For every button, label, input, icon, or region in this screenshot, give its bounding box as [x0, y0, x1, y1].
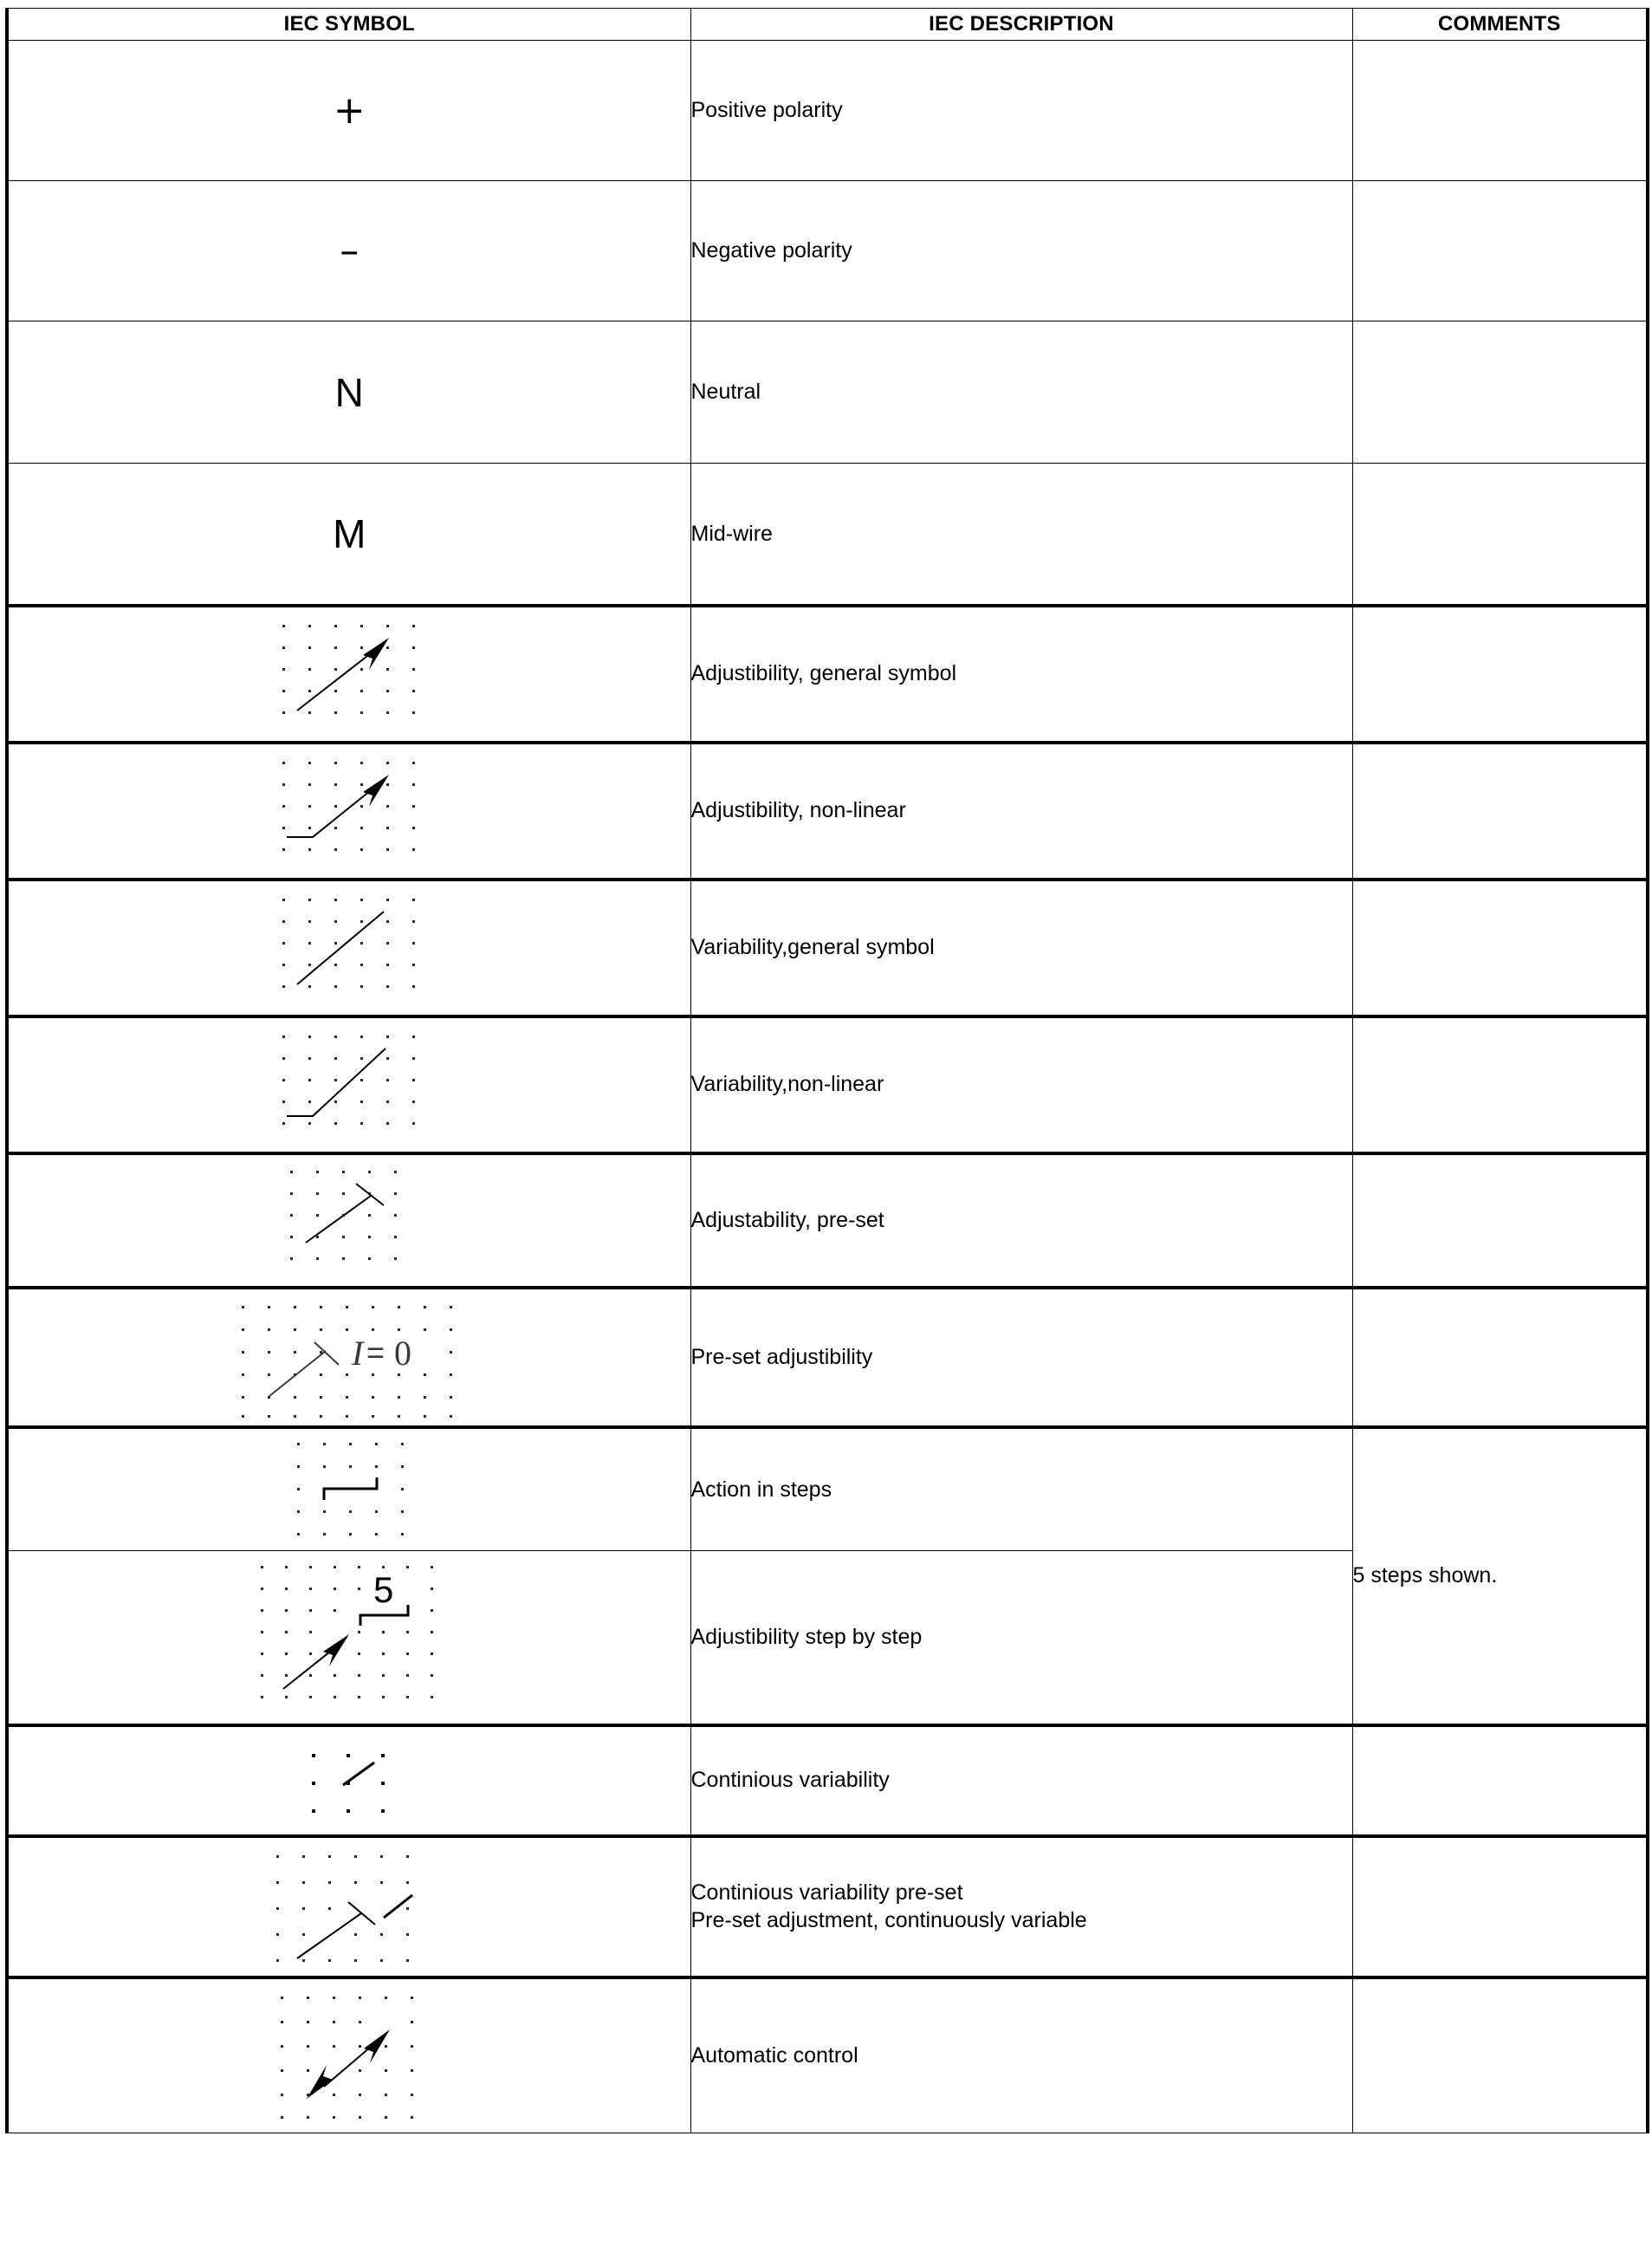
description-cell: Adjustability, pre-set — [690, 1153, 1352, 1288]
symbol-cell-variability-nonlinear — [7, 1016, 690, 1153]
symbol-cell-adjustability-general — [7, 606, 690, 743]
iec-symbols-table — [5, 8, 1649, 2133]
comments-cell — [1352, 464, 1648, 606]
description-cell: Adjustibility, general symbol — [690, 606, 1352, 743]
continuous-variability-preset-symbol — [262, 1841, 436, 1971]
table-row — [7, 1836, 1648, 1977]
description-line-2: Pre-set adjustment, continuously variable — [690, 1908, 1087, 1932]
adjustability-nonlinear-arrow-symbol — [271, 750, 427, 872]
description-cell: Pre-set adjustibility — [690, 1288, 1352, 1427]
symbol-cell-adjustability-nonlinear — [7, 743, 690, 880]
description-cell: Continious variability — [690, 1725, 1352, 1836]
table-row — [7, 743, 1648, 880]
description-cell: Mid-wire — [690, 464, 1352, 606]
description-cell: Neutral — [690, 321, 1352, 464]
symbol-cell-plus — [7, 41, 690, 181]
table-row — [7, 1288, 1648, 1427]
symbol-cell-preset-adjustability — [7, 1288, 690, 1427]
continuous-variability-symbol — [293, 1733, 405, 1828]
symbol-cell-neutral — [7, 321, 690, 464]
comments-cell — [1352, 1977, 1648, 2133]
description-cell: Variability,non-linear — [690, 1016, 1352, 1153]
table-row — [7, 1016, 1648, 1153]
svg-text:=: = — [366, 1334, 385, 1370]
minus-sign-symbol: – — [340, 228, 360, 273]
letter-m-symbol: M — [333, 510, 366, 556]
action-in-steps-symbol — [271, 1433, 427, 1546]
symbol-cell-automatic-control — [7, 1977, 690, 2133]
description-cell: Positive polarity — [690, 41, 1352, 181]
description-cell: Adjustibility, non-linear — [690, 743, 1352, 880]
variability-line-symbol — [271, 887, 427, 1009]
i-equals-zero-label: I — [352, 1334, 364, 1373]
table-row — [7, 1977, 1648, 2133]
table-header-row — [7, 9, 1648, 41]
description-cell — [690, 1836, 1352, 1977]
column-header-iec-symbol: IEC SYMBOL — [7, 9, 690, 41]
comments-cell — [1352, 1836, 1648, 1977]
description-cell: Adjustibility step by step — [690, 1551, 1352, 1725]
comments-cell-steps-shown: 5 steps shown. — [1352, 1427, 1648, 1725]
comments-cell — [1352, 1153, 1648, 1288]
variability-nonlinear-line-symbol — [271, 1024, 427, 1146]
description-cell: Automatic control — [690, 1977, 1352, 2133]
symbol-cell-variability-general — [7, 880, 690, 1016]
table-row — [7, 464, 1648, 606]
comments-cell — [1352, 41, 1648, 181]
comments-cell — [1352, 606, 1648, 743]
preset-adjustability-symbol — [271, 1159, 427, 1281]
column-header-iec-description: IEC DESCRIPTION — [690, 9, 1352, 41]
comments-cell — [1352, 321, 1648, 464]
table-header — [7, 9, 1648, 41]
column-header-comments: COMMENTS — [1352, 9, 1648, 41]
letter-n-symbol: N — [334, 369, 364, 415]
table-row — [7, 1153, 1648, 1288]
svg-text:0: 0 — [394, 1334, 412, 1373]
table-row — [7, 321, 1648, 464]
symbol-cell-midwire — [7, 464, 690, 606]
table-body — [7, 41, 1648, 2133]
comments-cell — [1352, 743, 1648, 880]
adjustability-step-by-step-symbol — [245, 1555, 453, 1719]
step-count-label: 5 — [373, 1569, 394, 1611]
table-row — [7, 606, 1648, 743]
preset-adjustability-i-equals-zero-symbol — [228, 1292, 470, 1422]
symbol-cell-continuous-variability — [7, 1725, 690, 1836]
description-cell: Action in steps — [690, 1427, 1352, 1551]
description-cell: Variability,general symbol — [690, 880, 1352, 1016]
comments-cell — [1352, 1016, 1648, 1153]
table-row — [7, 1725, 1648, 1836]
plus-sign-symbol: + — [333, 88, 366, 133]
table-row — [7, 181, 1648, 321]
table-row — [7, 880, 1648, 1016]
comments-cell — [1352, 880, 1648, 1016]
adjustability-arrow-symbol — [271, 614, 427, 735]
table-row — [7, 1427, 1648, 1551]
description-line-1: Continious variability pre-set — [690, 1880, 963, 1905]
symbol-cell-adjustability-preset — [7, 1153, 690, 1288]
automatic-control-double-arrow-symbol — [267, 1984, 431, 2127]
table-row — [7, 41, 1648, 181]
comments-cell — [1352, 1288, 1648, 1427]
symbol-cell-action-in-steps — [7, 1427, 690, 1551]
comments-cell — [1352, 181, 1648, 321]
comments-cell — [1352, 1725, 1648, 1836]
symbol-cell-adjustability-step-by-step — [7, 1551, 690, 1725]
symbol-cell-continuous-variability-preset — [7, 1836, 690, 1977]
description-cell: Negative polarity — [690, 181, 1352, 321]
symbol-cell-minus — [7, 181, 690, 321]
